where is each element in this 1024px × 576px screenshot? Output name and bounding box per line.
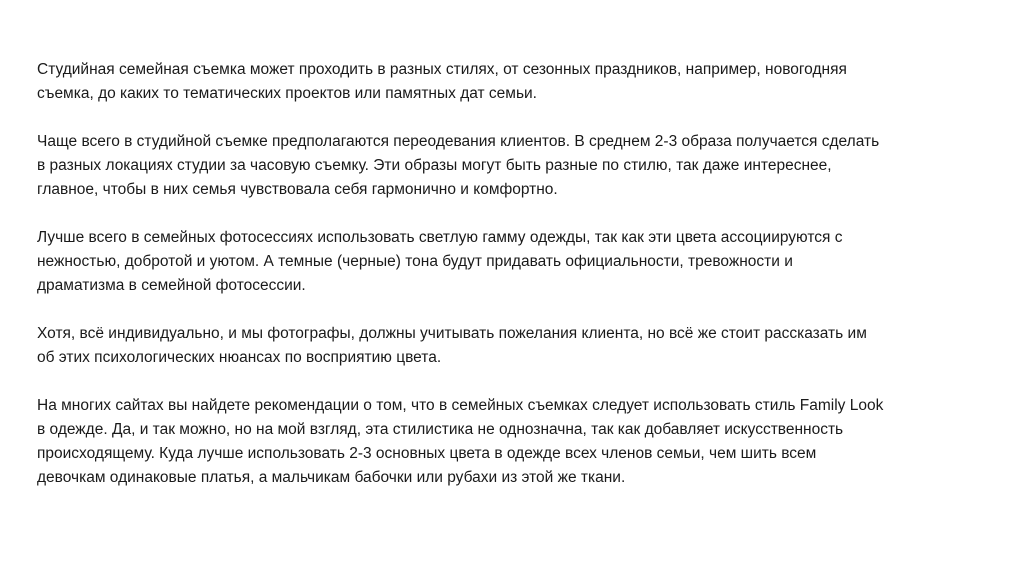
text-line: девочкам одинаковые платья, а мальчикам бабочки или рубахи из этой же ткани.: [37, 469, 626, 486]
paragraph-1: [37, 58, 997, 106]
text-line: Хотя, всё индивидуально, и мы фотографы, должны учитывать пожелания клиента, но всё же стоит рассказать им: [37, 325, 867, 342]
text-body: [37, 58, 997, 514]
paragraph-5: [37, 394, 997, 490]
text-line: в разных локациях студии за часовую съемку. Эти образы могут быть разные по стилю, так даже интереснее,: [37, 157, 832, 174]
text-line: нежностью, добротой и уютом. А темные (черные) тона будут придавать официальности, тревожности и: [37, 253, 793, 270]
text-line: об этих психологических нюансах по восприятию цвета.: [37, 349, 442, 366]
text-line: драматизма в семейной фотосессии.: [37, 277, 306, 294]
paragraph-4: [37, 322, 997, 370]
text-line: Студийная семейная съемка может проходить в разных стилях, от сезонных праздников, например, новогодняя: [37, 61, 847, 78]
paragraph-2: [37, 130, 997, 202]
text-line: происходящему. Куда лучше использовать 2-3 основных цвета в одежде всех членов семьи, чем шить всем: [37, 445, 817, 462]
text-line: съемка, до каких то тематических проектов или памятных дат семьи.: [37, 85, 537, 102]
text-line: в одежде. Да, и так можно, но на мой взгляд, эта стилистика не однозначна, так как добавляет искусственность: [37, 421, 844, 438]
text-line: Лучше всего в семейных фотосессиях использовать светлую гамму одежды, так как эти цвета ассоциируются с: [37, 229, 843, 246]
paragraph-3: [37, 226, 997, 298]
text-line: Чаще всего в студийной съемке предполагаются переодевания клиентов. В среднем 2-3 образа получается сделать: [37, 133, 880, 150]
text-line: главное, чтобы в них семья чувствовала себя гармонично и комфортно.: [37, 181, 558, 198]
text-line: На многих сайтах вы найдете рекомендации о том, что в семейных съемках следует использовать стиль Family Look: [37, 397, 884, 414]
